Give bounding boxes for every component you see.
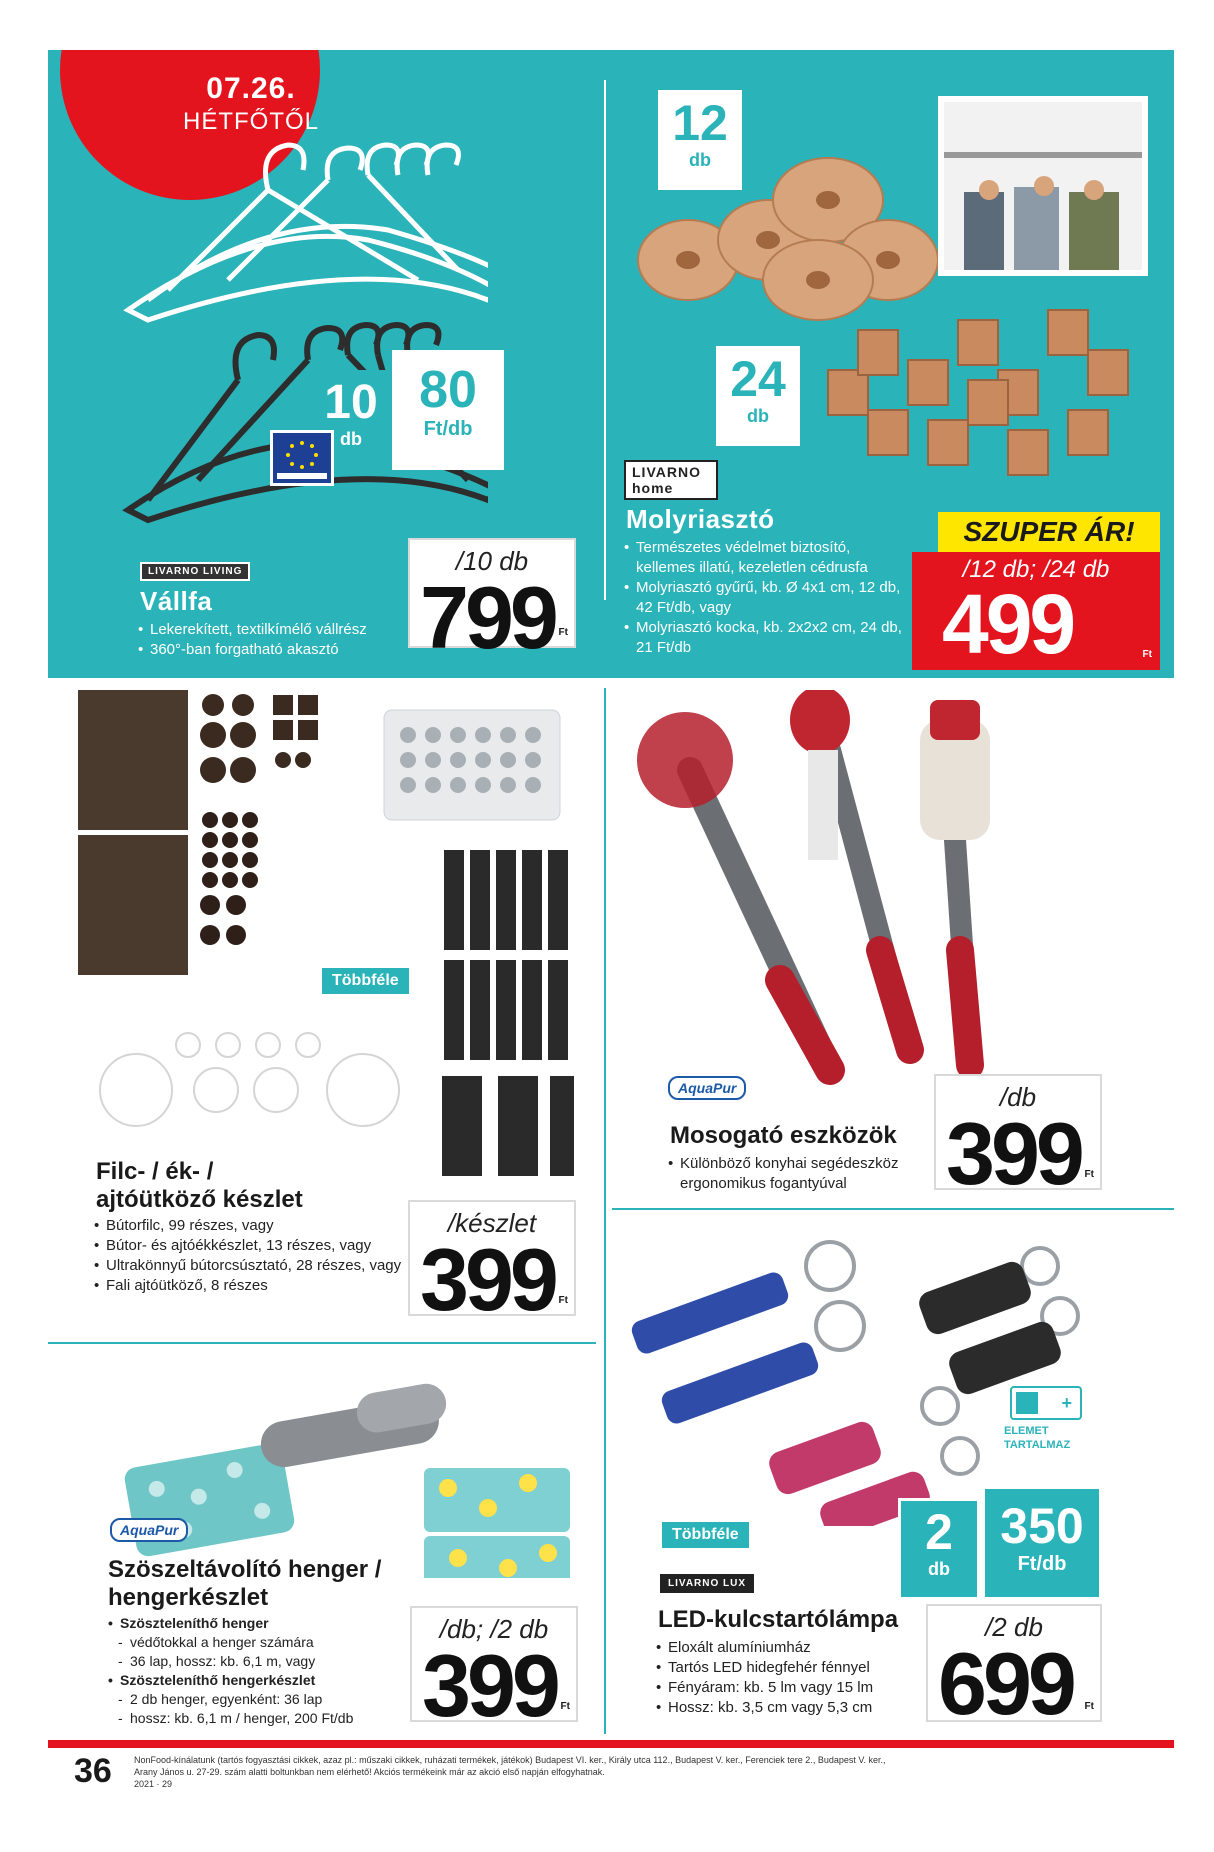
top-promo-section xyxy=(48,50,1174,678)
date-from: HÉTFŐTŐL xyxy=(182,108,319,135)
led-price-box xyxy=(926,1604,1102,1733)
lint-title xyxy=(108,1556,381,1612)
hangers-qty-num: 10 xyxy=(324,376,378,429)
felt-title-line2: ajtóütköző készlet xyxy=(96,1186,303,1213)
moth-qty12-unit: db xyxy=(689,150,711,170)
led-bullets xyxy=(656,1638,936,1718)
lint-brand-logo: AquaPur xyxy=(110,1518,188,1542)
moth-qty24-unit: db xyxy=(747,406,769,426)
lint-price-per: /db; /2 db xyxy=(439,1614,549,1644)
battery-label: ELEMET TARTALMAZ xyxy=(1004,1425,1071,1451)
led-unit-price-num: 350 xyxy=(1000,1498,1084,1554)
led-bullet: • Tartós LED hidegfehér fénnyel xyxy=(656,1658,936,1678)
hangers-qty-unit: db xyxy=(340,429,362,449)
dish-brushes-image xyxy=(630,690,1060,1090)
moth-qty12-box xyxy=(658,90,742,190)
right-divider xyxy=(612,1208,1174,1210)
footer-line: 2021 · 29 xyxy=(134,1779,173,1789)
lint-bullets xyxy=(108,1614,418,1728)
hangers-title: Vállfa xyxy=(140,586,213,616)
moth-qty12-num: 12 xyxy=(672,95,728,151)
led-bullet: • Fényáram: kb. 5 lm vagy 15 lm xyxy=(656,1678,936,1698)
super-price-badge: SZUPER ÁR! xyxy=(938,512,1160,552)
hangers-bullet: • 360°-ban forgatható akasztó xyxy=(138,640,448,660)
felt-price: 399 xyxy=(420,1230,555,1329)
brushes-price: 399 xyxy=(946,1104,1081,1203)
battery-icon: + xyxy=(1010,1386,1082,1420)
led-title: LED-kulcstartólámpa xyxy=(658,1606,899,1633)
moth-title: Molyriasztó xyxy=(626,504,775,534)
footer-line: NonFood-kínálatunk (tartós fogyasztási cikkek, azaz pl.: műszaki cikkek, ruházati termékek, játékok) Budapest VI. ker., Király utca 112., Budapest V. ker., Ferenciek tere 2., Budapest V. ker., xyxy=(134,1755,886,1765)
brushes-bullets xyxy=(668,1154,936,1194)
brushes-price-box xyxy=(934,1074,1102,1203)
brushes-bullet: • Különböző konyhai segédeszköz ergonomikus fogantyúval xyxy=(668,1154,936,1194)
led-currency: Ft xyxy=(1084,1701,1094,1712)
led-price-per: /2 db xyxy=(985,1612,1043,1642)
lint-item: - 36 lap, hossz: kb. 6,1 m, vagy xyxy=(108,1652,418,1671)
led-qty-num: 2 xyxy=(925,1504,953,1560)
led-qty-box xyxy=(898,1498,980,1600)
felt-price-box xyxy=(408,1200,576,1329)
moth-price-per: /12 db; /24 db xyxy=(962,556,1110,583)
moth-qty24-box xyxy=(716,346,800,446)
hangers-bullets xyxy=(138,620,448,660)
lint-title-line1: Szöszeltávolító henger / xyxy=(108,1556,382,1583)
footer-bar xyxy=(48,1740,1174,1748)
left-divider xyxy=(48,1342,596,1344)
hangers-unit-price-num: 80 xyxy=(419,361,477,419)
moth-bullet: • Molyriasztó gyűrű, kb. Ø 4x1 cm, 12 db, 42 Ft/db, vagy xyxy=(624,578,906,618)
moth-price: 499 xyxy=(942,577,1074,671)
brushes-price-per: /db xyxy=(999,1082,1037,1112)
led-unit-price-unit: Ft/db xyxy=(1017,1553,1067,1575)
moth-bullet: • Természetes védelmet biztosító, kellemes illatú, kezeletlen cédrusfa xyxy=(624,538,906,578)
moth-qty24-num: 24 xyxy=(730,351,786,407)
felt-bullet: • Bútor- és ajtóékkészlet, 13 részes, vagy xyxy=(94,1236,404,1256)
led-brand-logo: LIVARNO LUX xyxy=(660,1574,754,1593)
moth-bullets xyxy=(624,538,906,658)
moth-bullet: • Molyriasztó kocka, kb. 2x2x2 cm, 24 db, 21 Ft/db xyxy=(624,618,906,658)
lint-item: - 2 db henger, egyenként: 36 lap xyxy=(108,1690,418,1709)
led-bullet: • Hossz: kb. 3,5 cm vagy 5,3 cm xyxy=(656,1698,936,1718)
brushes-brand-logo: AquaPur xyxy=(668,1076,746,1100)
led-price: 699 xyxy=(938,1634,1073,1733)
moth-currency: Ft xyxy=(1142,649,1152,660)
middle-divider xyxy=(604,688,606,1734)
hangers-bullet: • Lekerekített, textilkímélő vállrész xyxy=(138,620,448,640)
led-unit-price-box xyxy=(982,1486,1102,1600)
hangers-price-per: /10 db xyxy=(455,546,529,576)
wardrobe-photo xyxy=(938,96,1148,276)
felt-bullet: • Ultrakönnyű bútorcsúsztató, 28 részes, vagy xyxy=(94,1256,404,1276)
hangers-unit-price-box xyxy=(392,350,504,470)
lint-item: • Szöszteleníthő hengerkészlet xyxy=(108,1671,418,1690)
hangers-unit-price-unit: Ft/db xyxy=(423,418,473,440)
felt-variety-tag: Többféle xyxy=(322,968,409,994)
hangers-price-box xyxy=(408,538,576,667)
hangers-price: 799 xyxy=(420,568,555,667)
led-keychain-image xyxy=(620,1236,1100,1526)
hangers-brand-logo: LIVARNO LIVING xyxy=(140,562,250,581)
cedar-cubes-image xyxy=(808,290,1148,510)
lint-roller-image xyxy=(118,1368,588,1578)
moth-brand-logo: LIVARNO home xyxy=(624,460,718,500)
lint-item: - védőtokkal a henger számára xyxy=(108,1633,418,1652)
eu-flag-icon xyxy=(270,430,334,486)
lint-price-box xyxy=(410,1606,578,1735)
brushes-currency: Ft xyxy=(1084,1169,1094,1180)
hangers-currency: Ft xyxy=(558,627,568,638)
moth-price-box xyxy=(912,552,1160,670)
led-variety-tag: Többféle xyxy=(662,1522,749,1548)
lint-price: 399 xyxy=(422,1636,557,1735)
felt-price-per: /készlet xyxy=(447,1208,537,1238)
page-number: 36 xyxy=(74,1752,112,1790)
felt-set-image xyxy=(78,690,598,1190)
lint-item: • Szöszteleníthő henger xyxy=(108,1614,418,1633)
felt-bullet: • Fali ajtóütköző, 8 részes xyxy=(94,1276,404,1296)
felt-title-line1: Filc- / ék- / xyxy=(96,1158,214,1185)
brushes-title: Mosogató eszközök xyxy=(670,1122,897,1149)
led-qty-unit: db xyxy=(928,1559,950,1579)
top-divider xyxy=(604,80,606,600)
date-value: 07.26. xyxy=(206,72,296,105)
lint-currency: Ft xyxy=(560,1701,570,1712)
led-bullet: • Eloxált alumíniumház xyxy=(656,1638,936,1658)
lint-title-line2: hengerkészlet xyxy=(108,1584,269,1611)
footer-line: Arany János u. 27-29. szám alatti boltunkban nem elérhető! Akciós termékeink már az akció első napján elfogyhatnak. xyxy=(134,1767,605,1777)
felt-currency: Ft xyxy=(558,1295,568,1306)
felt-bullets xyxy=(94,1216,404,1296)
felt-title xyxy=(96,1158,303,1214)
felt-bullet: • Bútorfilc, 99 részes, vagy xyxy=(94,1216,404,1236)
lint-item: - hossz: kb. 6,1 m / henger, 200 Ft/db xyxy=(108,1709,418,1728)
footer-disclaimer xyxy=(134,1754,1034,1790)
